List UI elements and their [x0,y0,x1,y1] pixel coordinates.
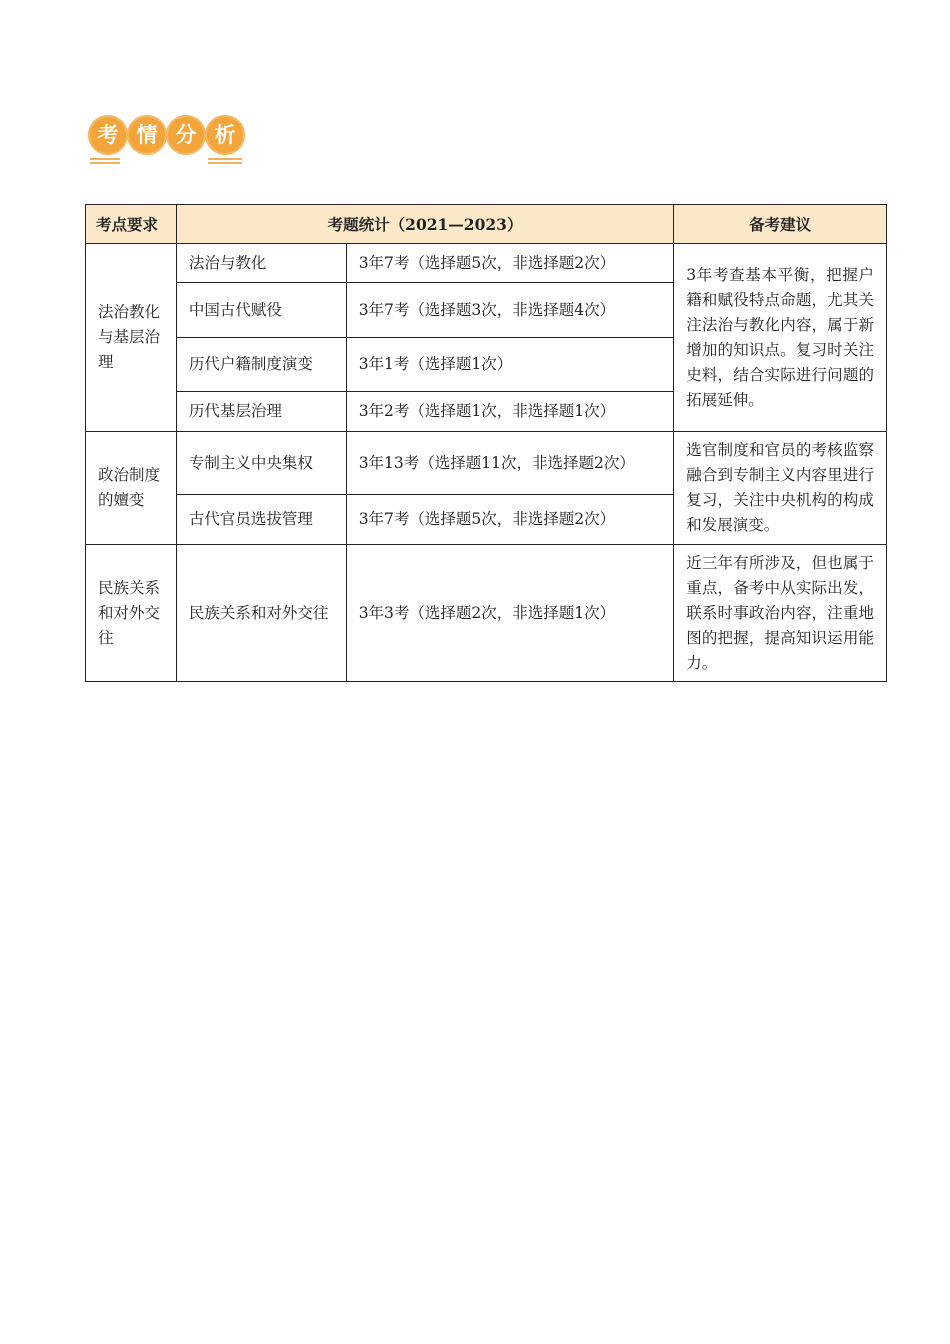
stat-cell: 3年2考（选择题1次，非选择题1次） [346,392,674,432]
stat-cell: 3年3考（选择题2次，非选择题1次） [346,545,674,682]
topic-cell: 专制主义中央集权 [176,432,346,495]
topic-cell: 中国古代赋役 [176,283,346,338]
advice-cell: 3年考查基本平衡，把握户籍和赋役特点命题，尤其关注法治与教化内容，属于新增加的知识点。复习时关注史料，结合实际进行问题的拓展延伸。 [674,244,887,432]
stat-cell: 3年7考（选择题3次，非选择题4次） [346,283,674,338]
table-row [86,545,887,682]
badge-char-4: 析 [205,115,245,155]
table-row [86,244,887,283]
advice-cell: 选官制度和官员的考核监察融合到专制主义内容里进行复习，关注中央机构的构成和发展演变。 [674,432,887,545]
badge-underline-3 [208,158,242,160]
column-header-requirement: 考点要求 [86,205,177,244]
topic-cell: 民族关系和对外交往 [176,545,346,682]
stat-cell: 3年13考（选择题11次，非选择题2次） [346,432,674,495]
category-cell: 政治制度的嬗变 [86,432,177,545]
topic-cell: 古代官员选拔管理 [176,495,346,545]
category-cell: 民族关系和对外交往 [86,545,177,682]
badge-underline-2 [90,162,120,164]
topic-cell: 历代户籍制度演变 [176,338,346,392]
stat-cell: 3年7考（选择题5次，非选择题2次） [346,495,674,545]
stat-cell: 3年7考（选择题5次，非选择题2次） [346,244,674,283]
badge-char-2: 情 [127,115,167,155]
topic-cell: 历代基层治理 [176,392,346,432]
column-header-advice: 备考建议 [674,205,887,244]
exam-analysis-table [85,204,887,682]
advice-cell: 近三年有所涉及，但也属于重点，备考中从实际出发，联系时事政治内容，注重地图的把握，提高知识运用能力。 [674,545,887,682]
column-header-statistics: 考题统计（2021—2023） [176,205,673,244]
section-badge [86,112,248,168]
badge-char-3: 分 [166,115,206,155]
stat-cell: 3年1考（选择题1次） [346,338,674,392]
table-row [86,432,887,495]
category-cell: 法治教化与基层治理 [86,244,177,432]
badge-char-1: 考 [88,115,128,155]
badge-underline-4 [208,162,242,164]
table-header-row [86,205,887,244]
topic-cell: 法治与教化 [176,244,346,283]
badge-underline-1 [90,158,120,160]
